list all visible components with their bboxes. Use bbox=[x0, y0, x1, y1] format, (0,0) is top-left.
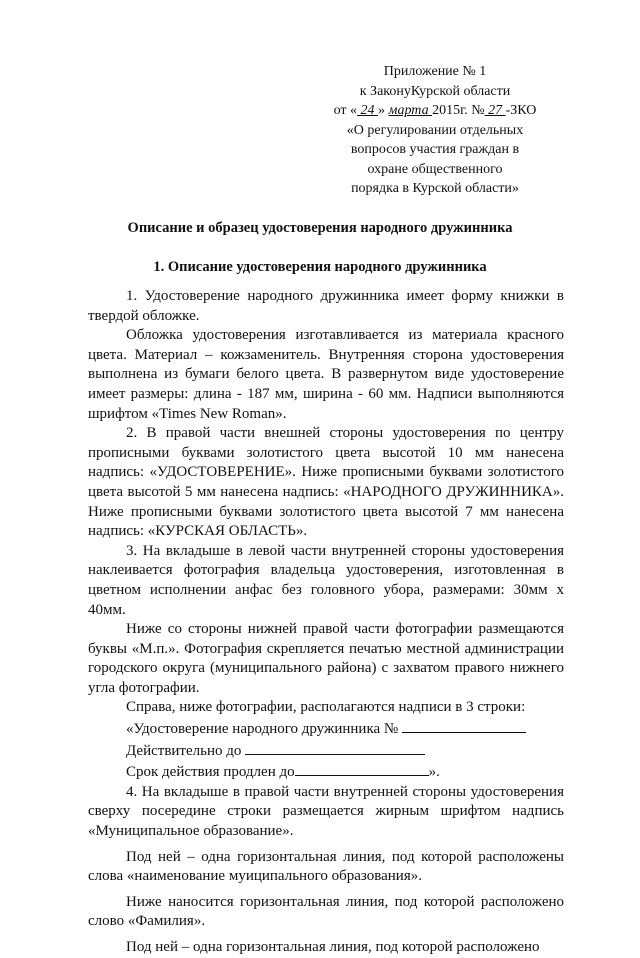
date-mid: » bbox=[378, 103, 389, 118]
form-line-extended bbox=[88, 761, 564, 783]
law-suffix: -ЗКО bbox=[505, 103, 537, 118]
date-month: марта bbox=[388, 103, 433, 118]
paragraph-10: Под ней – одна горизонтальная линия, под которой расположено bbox=[126, 939, 540, 955]
annex-law-title-4: порядка в Курской области» bbox=[351, 181, 519, 196]
annex-header bbox=[300, 62, 570, 199]
paragraph-8: Под ней – одна горизонтальная линия, под которой расположены слова «наименование муиципального образования». bbox=[88, 848, 564, 885]
blank-line bbox=[245, 740, 425, 755]
paragraph-9: Ниже наносится горизонтальная линия, под которой расположено слово «Фамилия». bbox=[88, 893, 564, 930]
document-body bbox=[88, 287, 564, 958]
form-line-number bbox=[88, 718, 564, 740]
annex-date-line bbox=[300, 101, 570, 121]
section-title: 1. Описание удостоверения народного дружинника bbox=[153, 259, 487, 275]
date-day: 24 bbox=[357, 103, 379, 118]
paragraph-6: Справа, ниже фотографии, располагаются надписи в 3 строки: bbox=[126, 699, 526, 716]
annex-law-title-1: «О регулировании отдельных bbox=[346, 122, 524, 138]
annex-title: Приложение № 1 bbox=[383, 64, 487, 79]
annex-law-title-3: охране общественного bbox=[367, 161, 503, 177]
annex-law-ref: к ЗаконуКурской области bbox=[359, 83, 511, 99]
annex-law-title-2: вопросов участия граждан в bbox=[350, 142, 520, 157]
form-line-valid bbox=[88, 740, 564, 762]
paragraph-7: 4. На вкладыше в правой части внутренней стороны удостоверения сверху посередине строки размещается жирным шрифтом надпись «Муниципальное образование». bbox=[88, 783, 564, 840]
form-line-valid-label: Действительно до bbox=[126, 742, 242, 759]
paragraph-1: 1. Удостоверение народного дружинника имеет форму книжки в твердой обложке. bbox=[88, 288, 564, 324]
paragraph-2: Обложка удостоверения изготавливается из материала красного цвета. Материал – кожзаменитель. Внутренняя сторона удостоверения выполнена из бумаги белого цвета. В развернутом виде удостоверение имеет размеры: длина - 187 мм, ширина - 60 мм. Надписи выполняются шрифтом «Times New Roman». bbox=[88, 327, 564, 422]
date-year: 2015г. № bbox=[432, 103, 485, 118]
paragraph-5: Ниже со стороны нижней правой части фотографии размещаются буквы «М.п.». Фотография скрепляется печатью местной администрации городского округа (муниципального района) с захватом правого нижнего угла фотографии. bbox=[88, 621, 564, 696]
form-line-extended-end: ». bbox=[428, 764, 440, 781]
document-title: Описание и образец удостоверения народного дружинника bbox=[127, 220, 513, 236]
form-line-extended-label: Срок действия продлен до bbox=[126, 764, 295, 781]
blank-line bbox=[295, 761, 429, 776]
law-number: 27 bbox=[484, 103, 506, 118]
blank-line bbox=[402, 718, 526, 733]
date-prefix: от « bbox=[333, 103, 358, 118]
paragraph-3: 2. В правой части внешней стороны удостоверения по центру прописными буквами золотистого цвета высотой 10 мм нанесена надпись: «УДОСТОВЕРЕНИЕ». Ниже прописными буквами золотистого цвета высотой 5 мм нанесена надпись: «НАРОДНОГО ДРУЖИННИКА». Ниже прописными буквами золотистого цвета высотой 7 мм нанесена надпись: «КУРСКАЯ ОБЛАСТЬ». bbox=[88, 425, 564, 540]
paragraph-4: 3. На вкладыше в левой части внутренней стороны удостоверения наклеивается фотография владельца удостоверения, изготовленная в цветном исполнении анфас без головного убора, размерами: 30мм х 40мм. bbox=[88, 542, 564, 618]
form-line-number-label: «Удостоверение народного дружинника № bbox=[126, 721, 399, 738]
